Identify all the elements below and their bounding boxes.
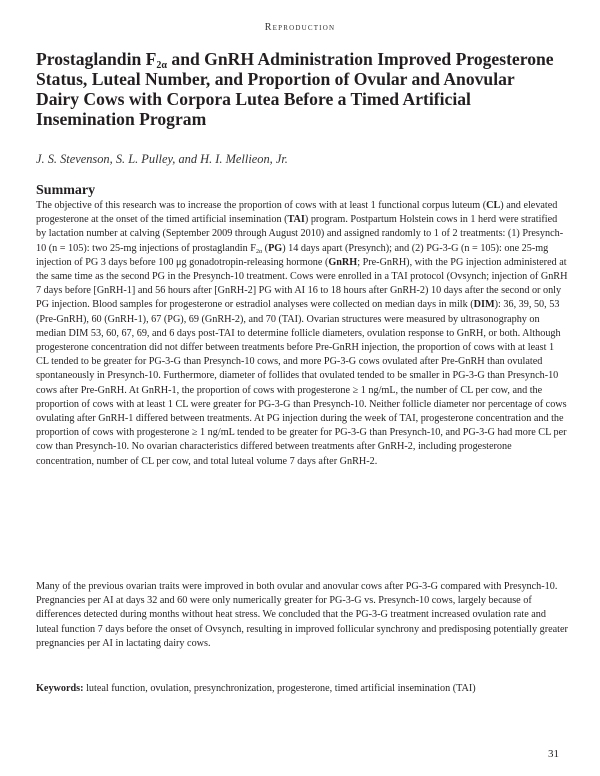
p1-text-6: ; Pre-GnRH), with the PG injection administered at the same time as the second PG in the Presynch-10 treatment. Cows were enrolled in a TAI protocol (Ovsynch; injection of GnRH 7 days before [GnRH-1] and 56 hours after [GnRH-2] PG with AI 16 to 18 hours after GnRH-2) 10 days after the second or only PG injection. Blood samples for progesterone or estradiol analyses were collected on median days in milk ( [36,256,568,311]
title-lead: Prostaglandin F [36,49,157,69]
p1-text-3: ) program. Postpartum Holstein cows in 1 herd were stratified by lactation number at calving (September 2009 through August 2010) and assigned randomly to 1 of 2 treatments: (1) Presynch-10 (n = 105): two 25-mg injections of prostaglandin F [36,214,564,254]
keywords-text: luteal function, ovulation, presynchronization, progesterone, timed artificial insemination (TAI) [83,683,476,694]
p1-text-4: ( [262,242,269,254]
summary-paragraph-2: Many of the previous ovarian traits were improved in both ovular and anovular cows after PG-3-G compared with Presynch-10. Pregnancies per AI at days 32 and 60 were only numerically greater for PG-3-G vs. Presynch-10 cows, largely because of differences detected during months without heat stress. We concluded that the PG-3-G treatment increased ovulation rate and luteal function 7 days before the onset of Ovsynch, resulting in improved follicular synchrony and predisposing potentially greater pregnancies per AI in lactating dairy cows. [36,581,568,649]
p1-term-tai: TAI [287,214,305,226]
p1-term-pg: PG [268,242,283,254]
p1-subscript: 2α [255,248,263,255]
author-list: J. S. Stevenson, S. L. Pulley, and H. I. Mellieon, Jr. [36,152,288,166]
p1-text-2: ) and elevated progesterone at the onset of the timed artificial insemination ( [36,200,558,226]
p1-term-cl: CL [486,200,501,211]
summary-heading: Summary [36,183,96,198]
p1-text-5: ) 14 days apart (Presynch); and (2) PG-3-G (n = 105): one 25-mg injection of PG 3 days before 100 μg gonadotropin-releasing hormone ( [36,242,549,268]
p1-text-7: ): 36, 39, 50, 53 (Pre-GnRH), 60 (GnRH-1), 67 (PG), 69 (GnRH-2), and 70 (TAI). Ovarian structures were measured by ultrasonography on median DIM 53, 60, 67, 69, and 6 days post-TAI to determine follicle diameters, ovulation response to GnRH, or both. Although progesterone concentration did not differ between treatments before Pre-GnRH injection, the proportion of cows with at least 1 CL tended to be greater for PG-3-G than Presynch-10 cows, and more PG-3-G cows ovulated after Pre-GnRH than ovulated spontaneously in Presynch-10. Furthermore, diameter of follides that ovulated tended to be smaller in PG-3-G than Presynch-10 cows after Pre-GnRH. At GnRH-1, the proportion of cows with progesterone ≥ 1 ng/mL, the number of CL per cow, and the proportion of cows with at least 1 CL were greater for PG-3-G than Presynch-10. Neither follicle diameter nor percentage of cows ovulating after GnRH-1 differed between treatments. At PG injection during the week of TAI, progesterone concentration and the proportion of cows with progesterone ≥ 1 ng/mL tended to be greater for PG-3-G than Presynch-10, and PG-3-G had more CL per cow than Presynch-10. No ovarian characteristics differed between treatments after GnRH-2, including progesterone concentration, number of CL per cow, and total luteal volume 7 days after GnRH-2. [36,299,567,467]
p1-term-gnrh: GnRH [328,256,358,268]
article-title [36,49,556,129]
p1-term-dim: DIM [473,299,495,311]
title-rest: and GnRH Administration Improved Progesterone Status, Luteal Number, and Proportion of Ovular and Anovular Dairy Cows with Corpora Lutea Before a Timed Artificial Insemination Program [36,49,554,129]
keywords-label: Keywords: [36,683,84,694]
section-header: Reproduction [264,22,336,33]
keywords [36,682,568,696]
p1-text-1: The objective of this research was to increase the proportion of cows with at least 1 functional corpus luteum ( [36,200,487,211]
title-subscript: 2α [156,60,168,71]
page-number: 31 [548,748,559,760]
summary-paragraph-1 [36,199,568,469]
